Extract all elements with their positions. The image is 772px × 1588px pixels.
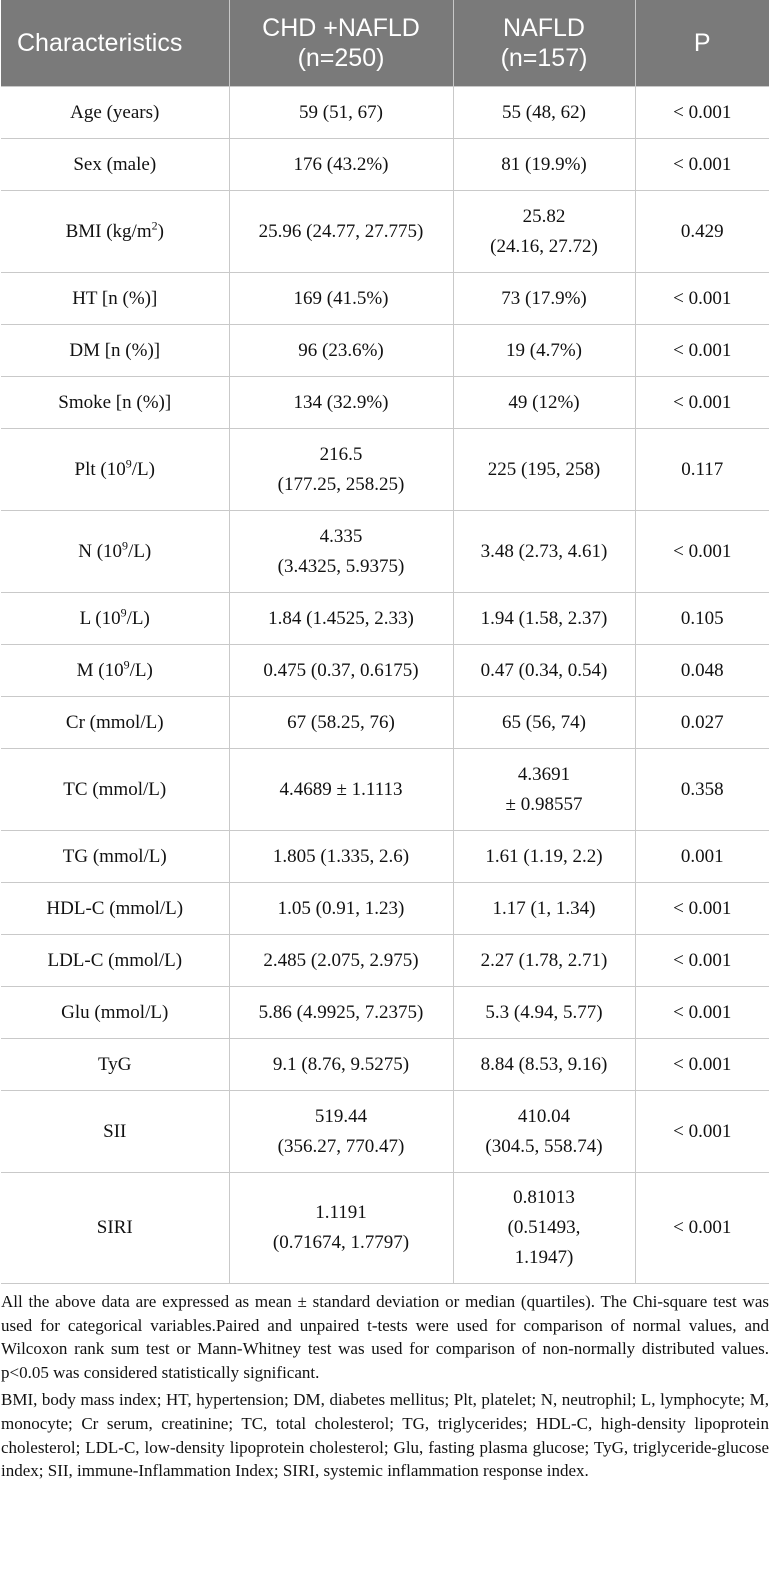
value-line: 5.86 (4.9925, 7.2375) — [258, 1001, 424, 1023]
nafld-value-cell — [453, 87, 635, 139]
characteristic-cell — [1, 1091, 229, 1173]
value-line: 1.805 (1.335, 2.6) — [272, 845, 410, 867]
value-line: 25.82 — [522, 205, 566, 227]
characteristic-unit: /L) — [129, 659, 153, 681]
chd-nafld-value-cell — [229, 749, 453, 831]
nafld-value-cell — [453, 749, 635, 831]
characteristic-label: M (10 — [76, 659, 124, 681]
characteristic-superscript: 2 — [151, 218, 158, 233]
value-line: 0.81013 — [513, 1187, 575, 1208]
value-line: 1.84 (1.4525, 2.33) — [268, 607, 414, 629]
table-row — [1, 139, 769, 191]
value-line: 225 (195, 258) — [487, 458, 601, 480]
characteristic-label: L (10 — [79, 607, 121, 629]
characteristic-label: SIRI — [96, 1217, 133, 1238]
table-row — [1, 987, 769, 1039]
p-value-cell — [635, 749, 769, 831]
value-line: 65 (56, 74) — [502, 711, 586, 733]
characteristic-cell — [1, 1173, 229, 1284]
chd-nafld-value-cell — [229, 87, 453, 139]
value-line: 9.1 (8.76, 9.5275) — [272, 1053, 410, 1075]
value-line: 134 (32.9%) — [293, 391, 389, 413]
p-value: < 0.001 — [673, 540, 732, 562]
characteristic-label: Smoke [n (%)] — [58, 391, 172, 413]
p-value-cell — [635, 1039, 769, 1091]
chd-nafld-value-cell — [229, 883, 453, 935]
p-value-cell — [635, 697, 769, 749]
p-value-cell — [635, 87, 769, 139]
value-line: 3.48 (2.73, 4.61) — [480, 540, 608, 562]
table-row — [1, 883, 769, 935]
characteristic-label: SII — [103, 1120, 127, 1142]
footnote-abbreviations: BMI, body mass index; HT, hypertension; DM, diabetes mellitus; Plt, platelet; N, neutrophil; L, lymphocyte; M, monocyte; Cr serum, creatinine; TC, total cholesterol; TG, triglycerides; HDL-C, high-density lipoprotein cholesterol; LDL-C, low-density lipoprotein cholesterol; Glu, fasting plasma glucose; TyG, triglyceride-glucose index; SII, immune-Inflammation Index; SIRI, systemic inflammation response index. — [1, 1390, 769, 1481]
table-row — [1, 697, 769, 749]
p-value: 0.105 — [680, 607, 724, 629]
header-line: NAFLD — [503, 14, 585, 42]
p-value-cell — [635, 1173, 769, 1284]
characteristic-label: LDL-C (mmol/L) — [47, 949, 183, 971]
value-line: 67 (58.25, 76) — [287, 711, 395, 733]
footnote-methods: All the above data are expressed as mean ± standard deviation or median (quartiles). The Chi-square test was used for categorical variables.Paired and unpaired t-tests were used for comparison of normal values, and Wilcoxon rank sum test or Mann-Whitney test was used for comparison of non-normally distributed values. p<0.05 was considered statistically significant. — [1, 1292, 769, 1382]
p-value: < 0.001 — [673, 1053, 732, 1075]
characteristic-label: HT [n (%)] — [72, 287, 158, 309]
table-row — [1, 87, 769, 139]
value-line: 169 (41.5%) — [293, 287, 389, 309]
nafld-value-cell — [453, 883, 635, 935]
nafld-value-cell — [453, 273, 635, 325]
table-row — [1, 831, 769, 883]
header-row — [1, 0, 769, 87]
value-line: (304.5, 558.74) — [485, 1135, 603, 1157]
value-line: 59 (51, 67) — [299, 101, 383, 123]
value-line: 1.1191 — [315, 1202, 367, 1223]
table-footnotes — [1, 1284, 769, 1483]
characteristic-label: TC (mmol/L) — [63, 778, 167, 800]
table-row — [1, 935, 769, 987]
value-line: 1.61 (1.19, 2.2) — [485, 845, 603, 867]
characteristic-unit: ) — [157, 220, 164, 242]
chd-nafld-value-cell — [229, 1091, 453, 1173]
characteristic-label: Age (years) — [70, 101, 160, 123]
header-line: (n=250) — [297, 44, 385, 72]
chd-nafld-value-cell — [229, 325, 453, 377]
header-characteristics — [1, 0, 229, 87]
value-line: (177.25, 258.25) — [277, 473, 405, 495]
header-line: (n=157) — [500, 44, 588, 72]
value-line: 216.5 — [319, 443, 363, 465]
table-row — [1, 273, 769, 325]
nafld-value-cell — [453, 429, 635, 511]
p-value-cell — [635, 325, 769, 377]
chd-nafld-value-cell — [229, 511, 453, 593]
characteristic-label: DM [n (%)] — [69, 339, 161, 361]
value-line: 19 (4.7%) — [506, 339, 582, 361]
nafld-value-cell — [453, 697, 635, 749]
value-line: 1.94 (1.58, 2.37) — [480, 607, 608, 629]
value-line: 1.1947) — [514, 1247, 574, 1268]
p-value-cell — [635, 987, 769, 1039]
value-line: (0.51493, — [507, 1217, 581, 1238]
header-chd-nafld — [229, 0, 453, 87]
chd-nafld-value-cell — [229, 1173, 453, 1284]
p-value-cell — [635, 593, 769, 645]
p-value-cell — [635, 935, 769, 987]
characteristic-label: TG (mmol/L) — [62, 845, 167, 867]
chd-nafld-value-cell — [229, 935, 453, 987]
value-line: 2.27 (1.78, 2.71) — [480, 949, 608, 971]
header-p — [635, 0, 769, 87]
nafld-value-cell — [453, 139, 635, 191]
nafld-value-cell — [453, 377, 635, 429]
p-value-cell — [635, 511, 769, 593]
chd-nafld-value-cell — [229, 645, 453, 697]
p-value: < 0.001 — [673, 949, 732, 971]
p-value-cell — [635, 139, 769, 191]
table-row — [1, 511, 769, 593]
chd-nafld-value-cell — [229, 429, 453, 511]
nafld-value-cell — [453, 511, 635, 593]
p-value: < 0.001 — [673, 391, 732, 413]
value-line: 5.3 (4.94, 5.77) — [485, 1001, 603, 1023]
p-value-cell — [635, 273, 769, 325]
value-line: 49 (12%) — [508, 391, 580, 413]
table-row — [1, 429, 769, 511]
value-line: ± 0.98557 — [505, 793, 583, 815]
chd-nafld-value-cell — [229, 377, 453, 429]
characteristic-cell — [1, 1039, 229, 1091]
value-line: 1.05 (0.91, 1.23) — [277, 897, 405, 919]
p-value-cell — [635, 429, 769, 511]
chd-nafld-value-cell — [229, 697, 453, 749]
characteristic-cell — [1, 377, 229, 429]
characteristic-label: Glu (mmol/L) — [61, 1001, 169, 1023]
nafld-value-cell — [453, 831, 635, 883]
characteristic-cell — [1, 935, 229, 987]
table-body — [1, 87, 769, 1284]
value-line: 25.96 (24.77, 27.775) — [258, 220, 424, 242]
value-line: 8.84 (8.53, 9.16) — [480, 1053, 608, 1075]
value-line: 2.485 (2.075, 2.975) — [263, 949, 419, 971]
p-value: < 0.001 — [673, 153, 732, 175]
characteristic-unit: /L) — [131, 458, 155, 480]
value-line: 4.335 — [319, 525, 363, 547]
p-value: 0.358 — [680, 778, 724, 800]
chd-nafld-value-cell — [229, 593, 453, 645]
characteristic-cell — [1, 511, 229, 593]
header-nafld — [453, 0, 635, 87]
p-value-cell — [635, 645, 769, 697]
characteristic-unit: /L) — [126, 607, 150, 629]
p-value: < 0.001 — [673, 1001, 732, 1023]
characteristic-cell — [1, 987, 229, 1039]
value-line: 0.47 (0.34, 0.54) — [480, 659, 608, 681]
chd-nafld-value-cell — [229, 987, 453, 1039]
characteristic-label: N (10 — [78, 540, 123, 562]
characteristic-cell — [1, 749, 229, 831]
p-value: < 0.001 — [673, 1120, 732, 1142]
characteristic-superscript: 9 — [122, 538, 129, 553]
characteristic-cell — [1, 593, 229, 645]
characteristic-label: Cr (mmol/L) — [65, 711, 164, 733]
value-line: 410.04 — [517, 1105, 571, 1127]
p-value: 0.429 — [680, 220, 724, 242]
value-line: (3.4325, 5.9375) — [277, 555, 405, 577]
table-row — [1, 645, 769, 697]
p-value: < 0.001 — [673, 339, 732, 361]
nafld-value-cell — [453, 1091, 635, 1173]
value-line: 0.475 (0.37, 0.6175) — [263, 659, 419, 681]
header-line: CHD +NAFLD — [262, 14, 420, 42]
characteristic-cell — [1, 831, 229, 883]
characteristic-label: TyG — [97, 1053, 132, 1075]
characteristic-cell — [1, 273, 229, 325]
nafld-value-cell — [453, 935, 635, 987]
characteristic-label: BMI (kg/m — [65, 220, 152, 242]
nafld-value-cell — [453, 191, 635, 273]
characteristic-superscript: 9 — [120, 605, 127, 620]
characteristic-cell — [1, 191, 229, 273]
nafld-value-cell — [453, 1039, 635, 1091]
chd-nafld-value-cell — [229, 273, 453, 325]
characteristic-label: Sex (male) — [73, 153, 157, 175]
value-line: (356.27, 770.47) — [277, 1135, 405, 1157]
characteristic-cell — [1, 697, 229, 749]
chd-nafld-value-cell — [229, 139, 453, 191]
document — [1, 0, 769, 1487]
chd-nafld-value-cell — [229, 831, 453, 883]
p-value: < 0.001 — [673, 1217, 732, 1238]
characteristic-superscript: 9 — [125, 456, 132, 471]
p-value: < 0.001 — [673, 101, 732, 123]
table-row — [1, 325, 769, 377]
table-row — [1, 749, 769, 831]
value-line: 96 (23.6%) — [298, 339, 384, 361]
p-value-cell — [635, 1091, 769, 1173]
header-line: Characteristics — [17, 29, 183, 57]
characteristic-cell — [1, 645, 229, 697]
characteristic-cell — [1, 325, 229, 377]
p-value: 0.001 — [680, 845, 724, 867]
characteristic-label: HDL-C (mmol/L) — [46, 897, 184, 919]
p-value: 0.117 — [681, 458, 724, 480]
table-row — [1, 1173, 769, 1284]
nafld-value-cell — [453, 1173, 635, 1284]
p-value: 0.048 — [680, 659, 724, 681]
characteristic-superscript: 9 — [123, 657, 130, 672]
table-row — [1, 593, 769, 645]
table-row — [1, 1091, 769, 1173]
table-row — [1, 1039, 769, 1091]
characteristic-unit: /L) — [128, 540, 152, 562]
characteristic-cell — [1, 429, 229, 511]
value-line: (0.71674, 1.7797) — [272, 1232, 410, 1253]
value-line: 81 (19.9%) — [501, 153, 587, 175]
nafld-value-cell — [453, 645, 635, 697]
value-line: 4.3691 — [517, 763, 571, 785]
characteristic-label: Plt (10 — [74, 458, 126, 480]
characteristic-cell — [1, 139, 229, 191]
characteristic-cell — [1, 883, 229, 935]
p-value: < 0.001 — [673, 287, 732, 309]
characteristics-table — [1, 0, 769, 1284]
p-value-cell — [635, 831, 769, 883]
characteristic-cell — [1, 87, 229, 139]
p-value-cell — [635, 883, 769, 935]
header-line: P — [693, 29, 711, 57]
p-value: < 0.001 — [673, 897, 732, 919]
value-line: 73 (17.9%) — [501, 287, 587, 309]
p-value: 0.027 — [680, 711, 724, 733]
value-line: 1.17 (1, 1.34) — [492, 897, 596, 919]
value-line: 176 (43.2%) — [293, 153, 389, 175]
value-line: 519.44 — [314, 1105, 368, 1127]
chd-nafld-value-cell — [229, 1039, 453, 1091]
chd-nafld-value-cell — [229, 191, 453, 273]
p-value-cell — [635, 191, 769, 273]
value-line: 55 (48, 62) — [502, 101, 586, 123]
value-line: (24.16, 27.72) — [490, 235, 598, 257]
value-line: 4.4689 ± 1.1113 — [279, 778, 403, 800]
nafld-value-cell — [453, 325, 635, 377]
nafld-value-cell — [453, 593, 635, 645]
p-value-cell — [635, 377, 769, 429]
table-row — [1, 377, 769, 429]
nafld-value-cell — [453, 987, 635, 1039]
table-row — [1, 191, 769, 273]
